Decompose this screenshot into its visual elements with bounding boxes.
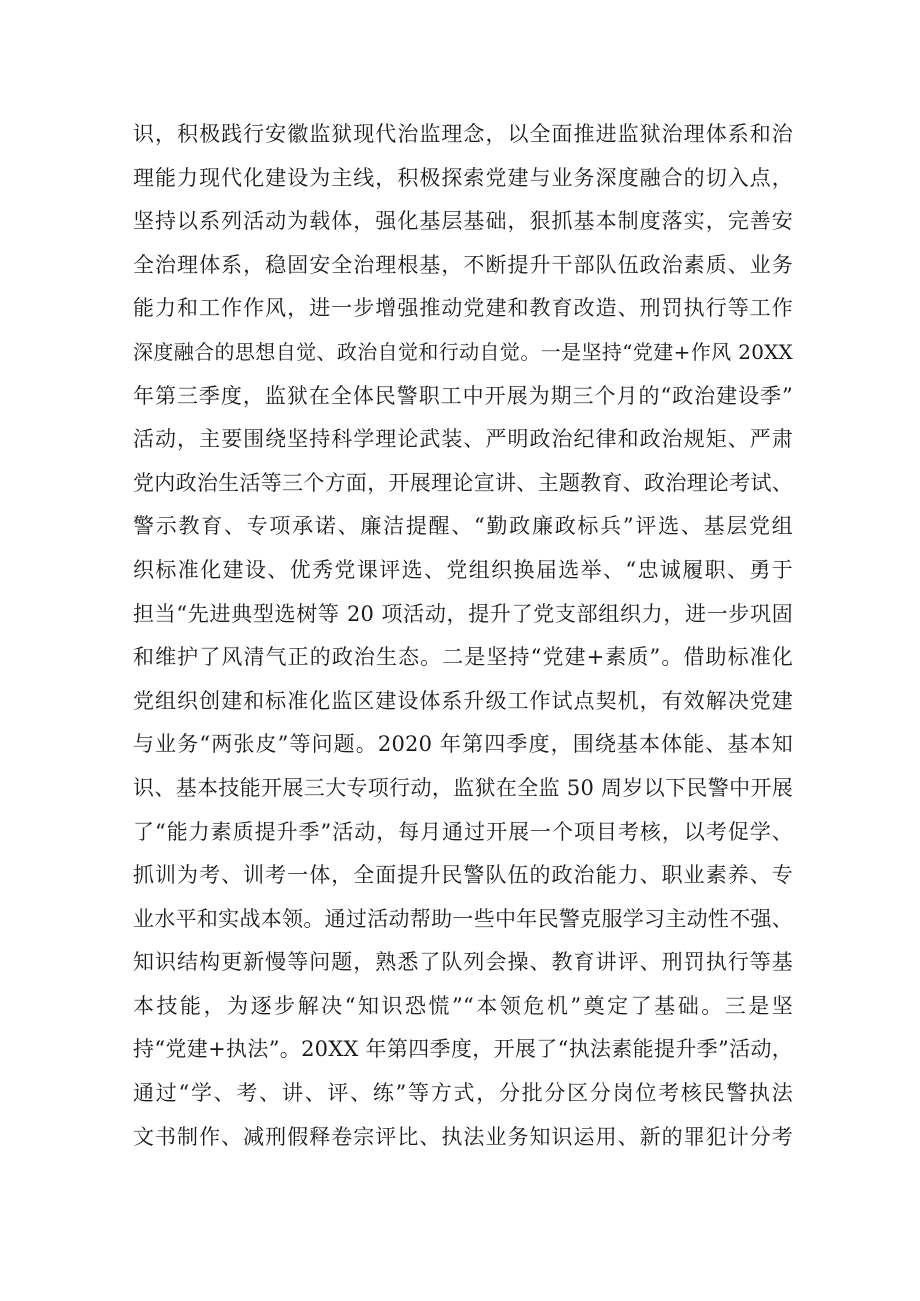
text-line: 本技能，为逐步解决“知识恐慌”“本领危机”奠定了基础。三是坚 [133, 993, 793, 1018]
text-line: 理能力现代化建设为主线，积极探索党建与业务深度融合的切入点， [133, 165, 793, 190]
text-line: 文书制作、减刑假释卷宗评比、执法业务知识运用、新的罪犯计分考 [133, 1124, 793, 1149]
text-line: 与业务“两张皮”等问题。2020 年第四季度，围绕基本体能、基本知 [133, 732, 793, 757]
text-line: 能力和工作作风，进一步增强推动党建和教育改造、刑罚执行等工作 [133, 296, 793, 321]
text-line: 识、基本技能开展三大专项行动，监狱在全监 50 周岁以下民警中开展 [133, 775, 793, 800]
text-line: 织标准化建设、优秀党课评选、党组织换届选举、“忠诚履职、勇于 [133, 557, 793, 582]
text-line: 识，积极践行安徽监狱现代治监理念，以全面推进监狱治理体系和治 [133, 122, 793, 146]
text-line: 警示教育、专项承诺、廉洁提醒、“勤政廉政标兵”评选、基层党组 [133, 514, 793, 539]
text-line: 党内政治生活等三个方面，开展理论宣讲、主题教育、政治理论考试、 [133, 470, 793, 495]
text-line: 担当“先进典型选树等 20 项活动，提升了党支部组织力，进一步巩固 [133, 601, 793, 626]
text-line: 坚持以系列活动为载体，强化基层基础，狠抓基本制度落实，完善安 [133, 209, 793, 234]
text-line: 活动，主要围绕坚持科学理论武装、严明政治纪律和政治规矩、严肃 [133, 427, 793, 452]
text-line: 党组织创建和标准化监区建设体系升级工作试点契机，有效解决党建 [133, 688, 793, 713]
text-line: 业水平和实战本领。通过活动帮助一些中年民警克服学习主动性不强、 [133, 906, 793, 931]
text-line: 知识结构更新慢等问题，熟悉了队列会操、教育讲评、刑罚执行等基 [133, 950, 793, 975]
text-line: 年第三季度，监狱在全体民警职工中开展为期三个月的“政治建设季” [133, 383, 793, 408]
text-line: 了“能力素质提升季”活动，每月通过开展一个项目考核，以考促学、 [133, 819, 793, 844]
text-line: 深度融合的思想自觉、政治自觉和行动自觉。一是坚持“党建+作风 20XX [133, 339, 793, 364]
body-paragraph [133, 113, 793, 1159]
text-line: 持“党建+执法”。20XX 年第四季度，开展了“执法素能提升季”活动， [133, 1037, 793, 1062]
text-line: 全治理体系，稳固安全治理根基，不断提升干部队伍政治素质、业务 [133, 252, 793, 277]
text-line: 和维护了风清气正的政治生态。二是坚持“党建+素质”。借助标准化 [133, 645, 793, 670]
text-line: 通过“学、考、讲、评、练”等方式，分批分区分岗位考核民警执法 [133, 1081, 793, 1106]
text-line: 抓训为考、训考一体，全面提升民警队伍的政治能力、职业素养、专 [133, 863, 793, 888]
